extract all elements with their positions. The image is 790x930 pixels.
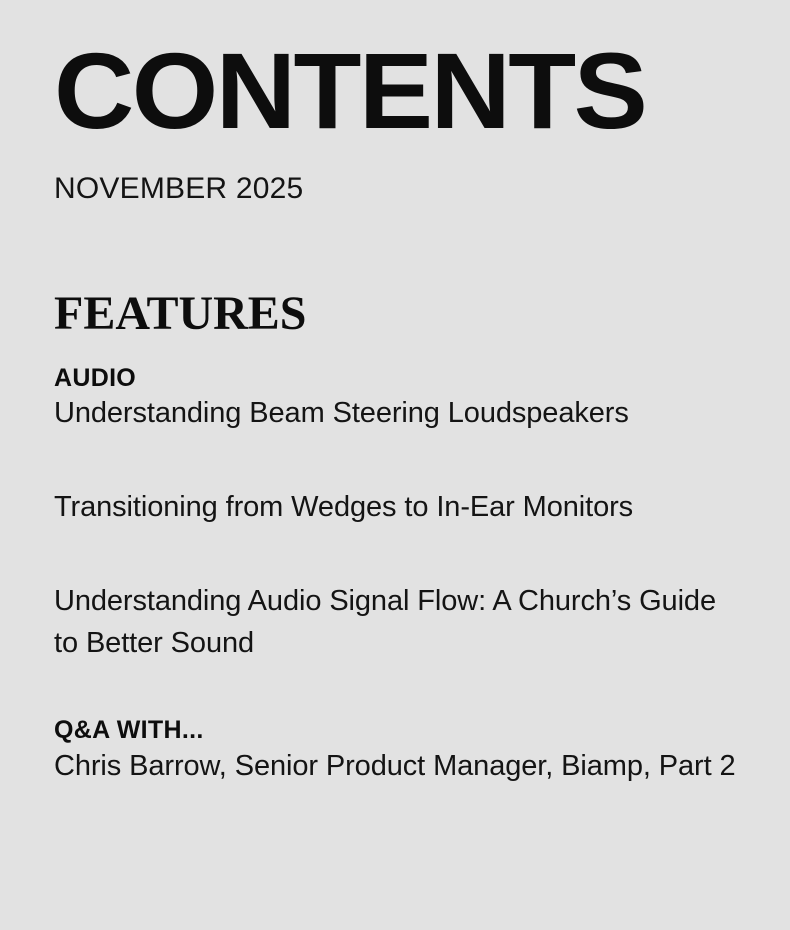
list-item[interactable] [54,581,736,665]
divider [54,435,736,461]
divider [54,664,736,690]
entry-title[interactable]: Transitioning from Wedges to In-Ear Monitors [54,491,634,524]
list-item[interactable] [54,716,736,787]
list-item[interactable] [54,364,736,435]
issue-date: NOVEMBER 2025 [54,171,304,205]
page-title: CONTENTS [54,30,646,151]
entry-kicker: Q&A WITH... [54,716,204,745]
entry-title[interactable]: Chris Barrow, Senior Product Manager, Biamp, Part 2 [54,749,736,782]
list-item[interactable] [54,487,736,529]
entry-kicker: AUDIO [54,363,137,392]
section-heading: FEATURES [54,286,307,340]
entry-title[interactable]: Understanding Beam Steering Loudspeakers [54,397,629,430]
entry-title[interactable]: Understanding Audio Signal Flow: A Church’s Guide to Better Sound [54,584,716,659]
divider [54,529,736,555]
section-features [54,286,736,788]
